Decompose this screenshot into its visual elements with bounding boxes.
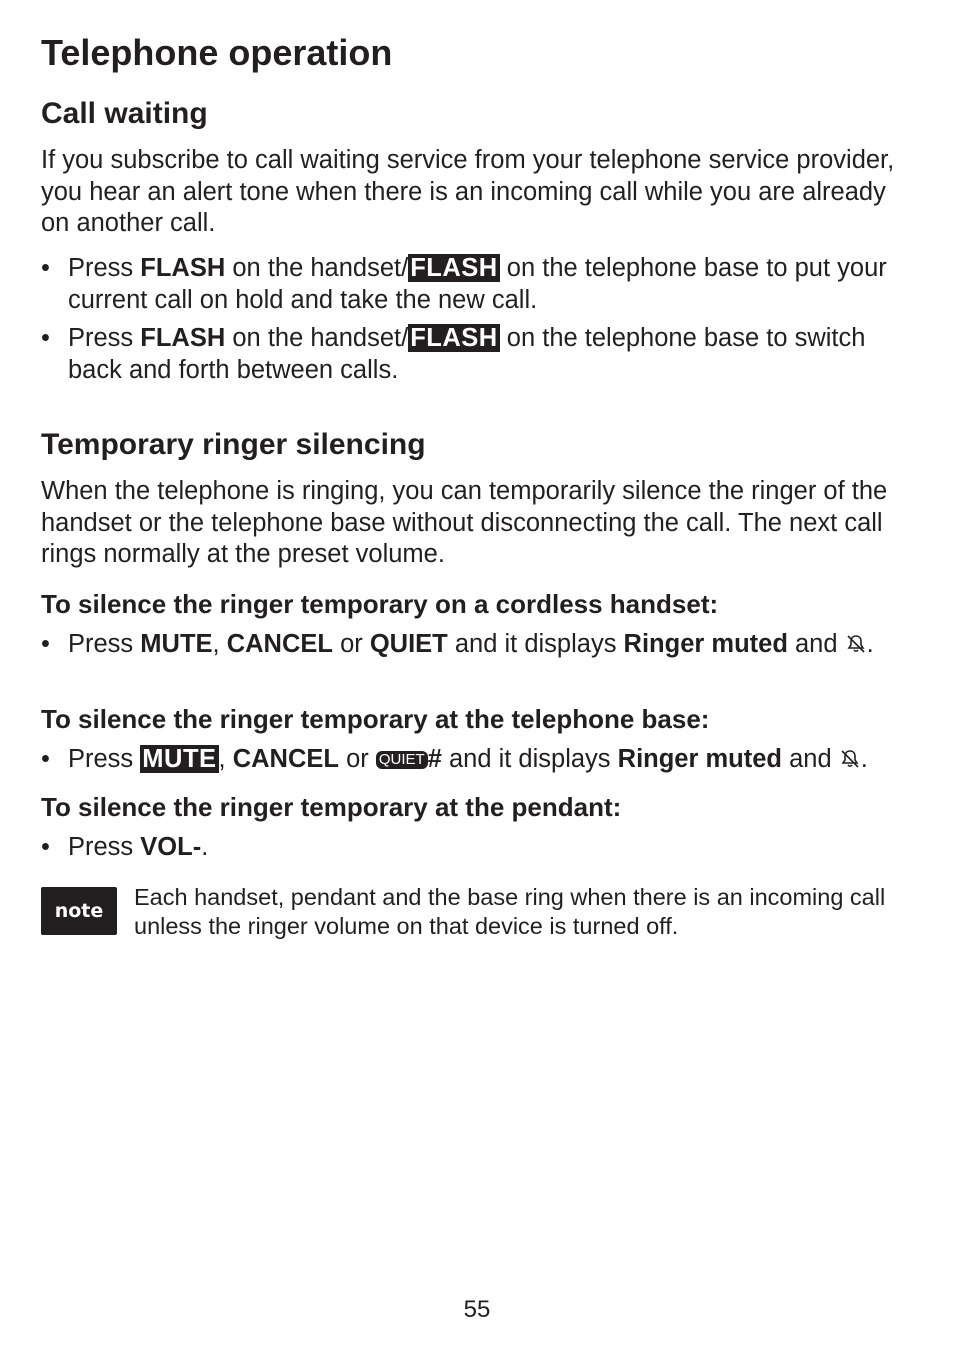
bullet-icon: •	[41, 745, 50, 773]
mute-base-key: MUTE	[142, 745, 217, 773]
bullet-icon: •	[41, 324, 50, 352]
list-item: • Press FLASH on the handset/FLASH on the telephone base to put your current call on hold and take the new call.	[41, 254, 887, 314]
flash-key-label: FLASH	[140, 324, 226, 352]
base-subheading: To silence the ringer temporary at the telephone base:	[41, 704, 710, 734]
bullet-icon: •	[41, 630, 50, 658]
ringer-silencing-intro: When the telephone is ringing, you can temporarily silence the ringer of the handset or the telephone base without disconnecting the call. The next call rings normally at the preset volume.	[41, 477, 888, 568]
list-item: • Press MUTE, CANCEL or QUIET and it displays Ringer muted and .	[41, 630, 874, 658]
flash-key-label: FLASH	[140, 254, 226, 282]
flash-base-key: FLASH	[410, 324, 498, 352]
quiet-base-key: QUIET	[376, 751, 428, 769]
call-waiting-intro: If you subscribe to call waiting service from your telephone service provider, you hear an alert tone when there is an incoming call while you are already on another call.	[41, 146, 895, 237]
list-item: • Press FLASH on the handset/FLASH on the telephone base to switch back and forth between calls.	[41, 324, 866, 384]
flash-base-key: FLASH	[410, 254, 498, 282]
page-title: Telephone operation	[41, 32, 393, 73]
list-item: • Press VOL-.	[41, 833, 209, 861]
bullet-icon: •	[41, 833, 50, 861]
list-item: • Press MUTE, CANCEL or QUIET # and it displays Ringer muted and .	[41, 745, 868, 773]
note-text: Each handset, pendant and the base ring when there is an incoming call unless the ringer volume on that device is turned off.	[134, 884, 886, 939]
ringer-silencing-heading: Temporary ringer silencing	[41, 428, 426, 461]
bell-slash-icon	[839, 748, 861, 770]
handset-subheading: To silence the ringer temporary on a cordless handset:	[41, 589, 719, 619]
bullet-icon: •	[41, 254, 50, 282]
page-number: 55	[463, 1296, 491, 1323]
pendant-subheading: To silence the ringer temporary at the pendant:	[41, 792, 622, 822]
note-badge: note	[41, 887, 117, 935]
call-waiting-heading: Call waiting	[41, 97, 208, 130]
bell-slash-icon	[845, 633, 867, 655]
